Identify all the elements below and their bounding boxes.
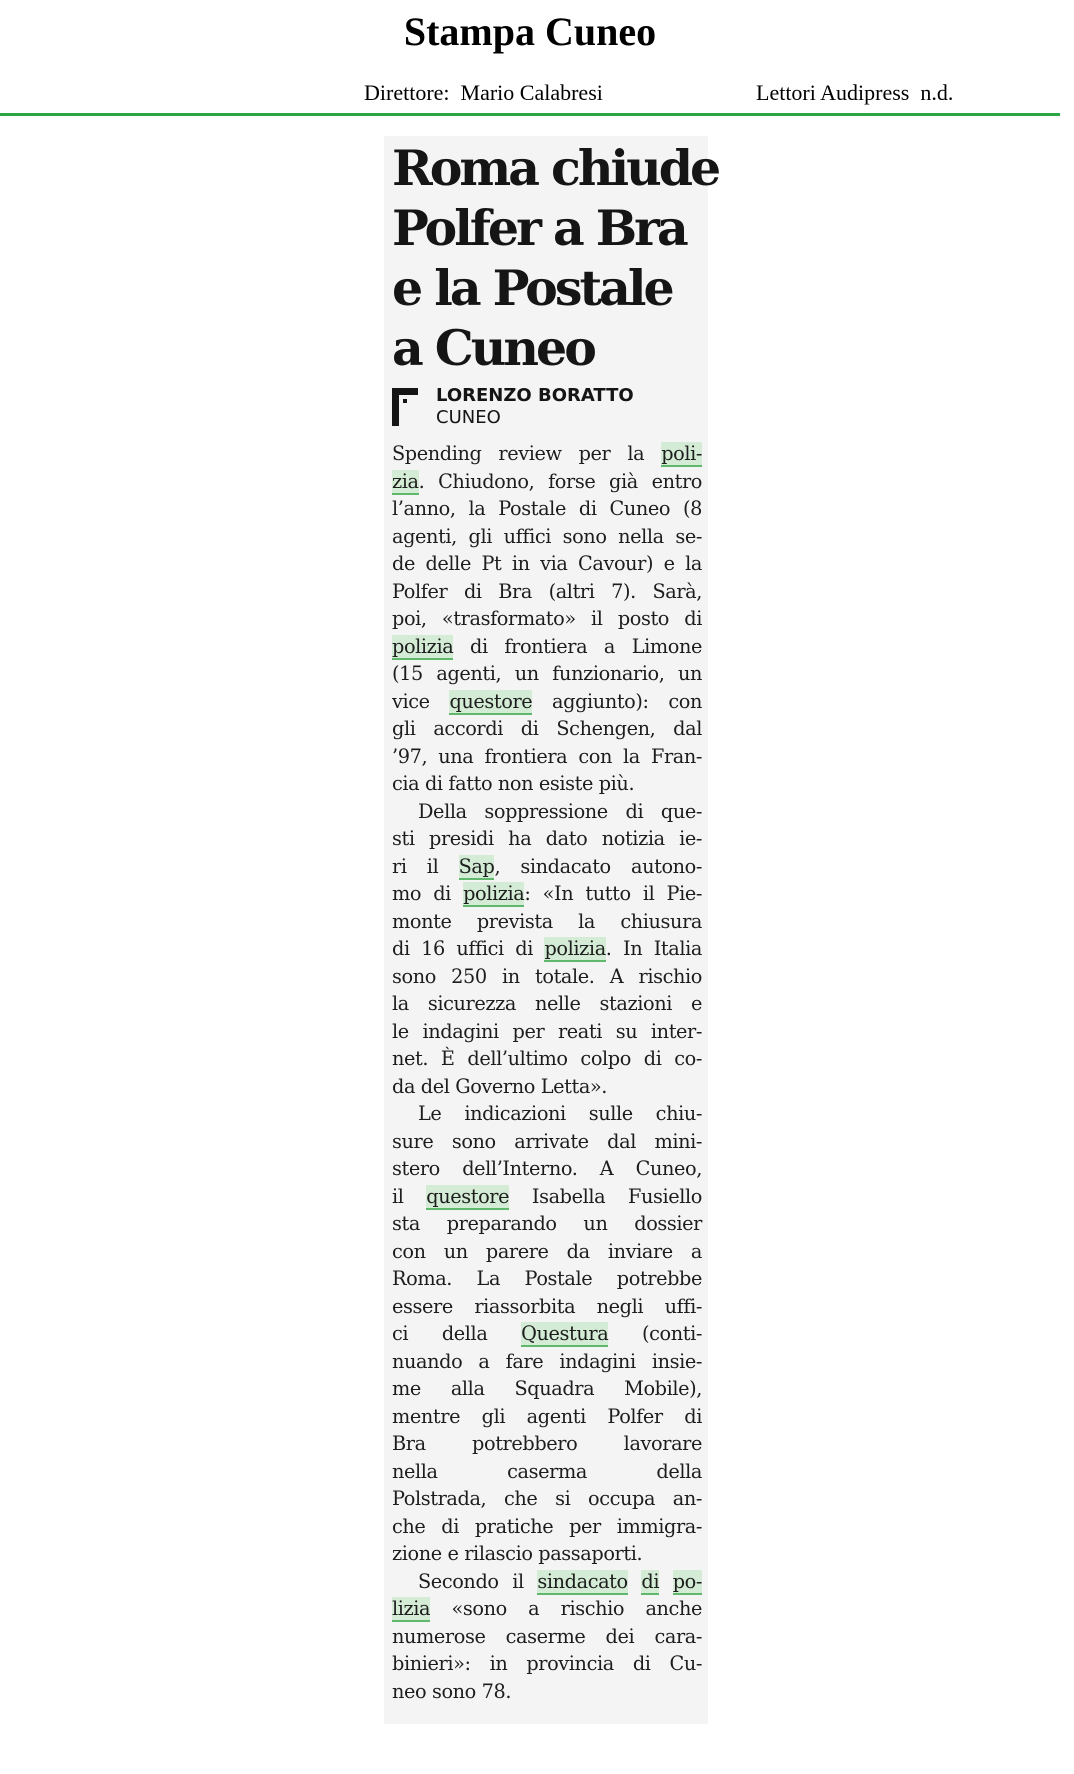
article-line (392, 1623, 702, 1651)
article-line (392, 1678, 702, 1706)
text-run: agenti, gli uffici sono nella se- (392, 524, 702, 548)
text-run: di frontiera a Limone (453, 634, 702, 658)
article-line (392, 1155, 702, 1183)
highlighted-keyword: Questura (521, 1322, 609, 1345)
byline-author: LORENZO BORATTO (436, 385, 634, 406)
highlighted-keyword: Sap (458, 854, 495, 878)
highlighted-keyword: lizia (392, 1597, 431, 1620)
text-run: sono 250 in totale. A rischio (392, 964, 702, 988)
article-line (392, 1238, 702, 1266)
article-line (392, 1265, 702, 1293)
article-line (392, 1403, 702, 1431)
article-line (392, 825, 702, 853)
article-line (392, 523, 702, 551)
article-line (392, 770, 702, 798)
article-line (392, 1128, 702, 1156)
highlighted-keyword: di (641, 1569, 660, 1593)
text-run: sta preparando un dossier (392, 1212, 702, 1235)
article-line (392, 798, 702, 826)
article-line (392, 743, 702, 771)
article-body (392, 440, 702, 1705)
text-run: cia di fatto non esiste più. (392, 772, 635, 795)
article-line (392, 1348, 702, 1376)
article-line (392, 1540, 702, 1568)
article-line (392, 1458, 702, 1486)
text-run: il (392, 1184, 427, 1208)
text-run: poi, «trasformato» il posto di (392, 607, 702, 630)
text-run: , sindacato autono- (494, 854, 702, 878)
article-line (392, 715, 702, 743)
text-run: aggiunto): con (532, 689, 702, 713)
article-line (392, 935, 702, 963)
article-line (392, 1513, 702, 1541)
article-line (392, 990, 702, 1018)
text-run: Della soppressione di que- (418, 799, 702, 823)
text-run: zione e rilascio passaporti. (392, 1542, 643, 1565)
article-line (392, 1375, 702, 1403)
text-run: net. È dell’ultimo colpo di co- (392, 1047, 702, 1070)
text-run: (15 agenti, un funzionario, un (392, 662, 702, 685)
text-run: stero dell’Interno. A Cuneo, (392, 1157, 702, 1180)
highlighted-keyword: polizia (392, 634, 454, 658)
article-clipping (384, 136, 719, 1724)
text-run: nella caserma della (392, 1459, 702, 1483)
text-run: . In Italia (605, 937, 702, 960)
article-line (392, 853, 702, 881)
text-run: di 16 uffici di (392, 937, 545, 960)
article-line (392, 1210, 702, 1238)
article-line (392, 1073, 702, 1101)
readers-line: Lettori Audipress n.d. (756, 80, 954, 105)
text-run: da del Governo Letta». (392, 1074, 608, 1098)
text-run: nuando a fare indagini insie- (392, 1349, 702, 1373)
newspaper-title: Stampa Cuneo (403, 9, 657, 54)
article-line (392, 908, 702, 936)
article-line (392, 1018, 702, 1046)
article-line (392, 605, 702, 633)
text-run: ’97, una frontiera con la Fran- (392, 744, 702, 768)
text-run: me alla Squadra Mobile), (392, 1377, 702, 1400)
highlighted-keyword: po- (672, 1569, 702, 1593)
byline-bracket-icon (392, 388, 418, 426)
highlighted-keyword: zia (392, 469, 419, 493)
text-run: con un parere da inviare a (392, 1239, 702, 1263)
text-run: mo di (392, 882, 464, 905)
text-run: essere riassorbita negli uffi- (392, 1294, 702, 1318)
text-run: ri il (392, 854, 459, 878)
text-run: numerose caserme dei cara- (392, 1624, 702, 1648)
text-run: ci della (392, 1322, 522, 1345)
text-run (659, 1570, 673, 1593)
headline-line: e la Postale (392, 259, 672, 317)
article-line (392, 1595, 702, 1623)
highlighted-keyword: polizia (544, 937, 606, 960)
article-line (392, 1183, 702, 1211)
highlighted-keyword: poli- (661, 442, 702, 465)
article-line (392, 550, 702, 578)
header-divider (0, 113, 1060, 116)
director-line: Direttore: Mario Calabresi (364, 80, 603, 105)
text-run: che di pratiche per immigra- (392, 1514, 702, 1538)
headline-line: Polfer a Bra (392, 199, 686, 257)
text-run: Polfer di Bra (altri 7). Sarà, (392, 579, 702, 603)
article-line (392, 963, 702, 991)
highlighted-keyword: sindacato (537, 1569, 628, 1593)
article-line (392, 1293, 702, 1321)
article-line (392, 1650, 702, 1678)
article-line (392, 468, 702, 496)
article-line (392, 633, 702, 661)
text-run: (conti- (608, 1322, 702, 1345)
text-run: neo sono 78. (392, 1679, 512, 1703)
article-line (392, 1320, 702, 1348)
text-run: vice (392, 689, 450, 713)
text-run: de delle Pt in via Cavour) e la (392, 552, 702, 575)
text-run: la sicurezza nelle stazioni e (392, 992, 702, 1015)
text-run: Bra potrebbero lavorare (392, 1432, 702, 1455)
article-line (392, 495, 702, 523)
article-line (392, 1485, 702, 1513)
article-line (392, 578, 702, 606)
text-run: sti presidi ha dato notizia ie- (392, 827, 702, 850)
text-run: «sono a rischio anche (430, 1597, 702, 1620)
text-run: Secondo il (418, 1569, 538, 1593)
article-line (392, 1430, 702, 1458)
text-run: Roma. La Postale potrebbe (392, 1267, 702, 1290)
text-run: mentre gli agenti Polfer di (392, 1404, 702, 1428)
text-run: gli accordi di Schengen, dal (392, 717, 702, 740)
text-run: . Chiudono, forse già entro (418, 469, 702, 493)
article-headline (392, 138, 719, 378)
text-run (628, 1570, 642, 1593)
text-run: Polstrada, che si occupa an- (392, 1487, 702, 1510)
text-run: Le indicazioni sulle chiu- (418, 1102, 702, 1125)
text-run: Isabella Fusiello (509, 1184, 703, 1208)
byline-place: CUNEO (436, 407, 501, 428)
article-line (392, 1045, 702, 1073)
text-run: : «In tutto il Pie- (524, 882, 702, 905)
text-run: Spending review per la (392, 442, 662, 465)
text-run: binieri»: in provincia di Cu- (392, 1652, 702, 1675)
highlighted-keyword: questore (449, 689, 533, 713)
article-line (392, 688, 702, 716)
highlighted-keyword: polizia (463, 882, 525, 905)
headline-line: Roma chiude (392, 139, 719, 197)
text-run: sure sono arrivate dal mini- (392, 1129, 702, 1153)
text-run: l’anno, la Postale di Cuneo (8 (392, 497, 702, 520)
article-line (392, 1568, 702, 1596)
text-run: le indagini per reati su inter- (392, 1019, 702, 1043)
article-line (392, 440, 702, 468)
highlighted-keyword: questore (426, 1184, 510, 1208)
text-run: monte prevista la chiusura (392, 909, 702, 933)
article-line (392, 660, 702, 688)
article-line (392, 880, 702, 908)
headline-line: a Cuneo (392, 319, 594, 377)
article-line (392, 1100, 702, 1128)
